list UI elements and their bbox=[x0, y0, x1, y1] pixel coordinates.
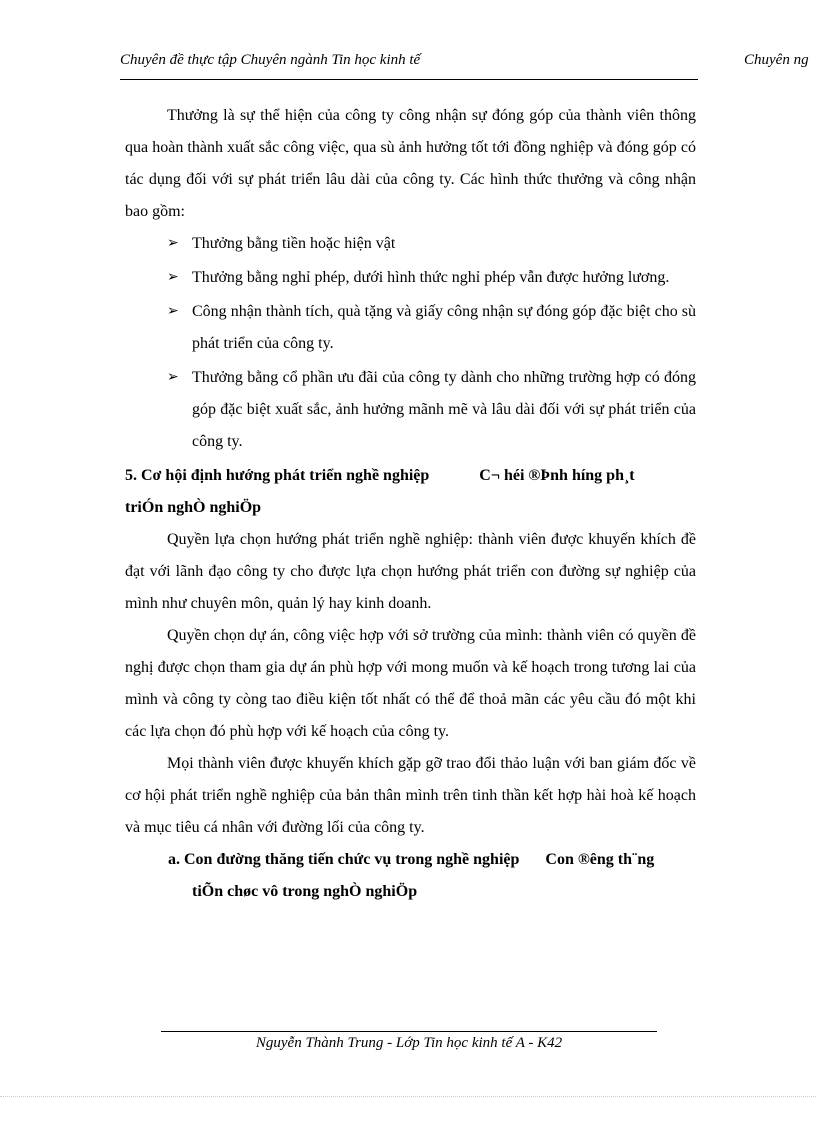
paragraph: Quyền chọn dự án, công việc hợp với sở trường của mình: thành viên có quyền đề nghị được chọn tham gia dự án phù hợp với mong muốn và kế hoạch trong tương lai của mình và công ty còng tao điều kiện tốt nhất có thể để thoả mãn các yêu cầu đó một khi các lựa chọn đó phù hợp với kế hoạch của công ty. bbox=[125, 627, 696, 740]
page-body bbox=[125, 100, 696, 908]
list-item: ➢ Thưởng bằng cổ phần ưu đãi của công ty dành cho những trường hợp có đóng góp đặc biệt xuất sắc, ảnh hưởng mãnh mẽ và lâu dài đối với sự phát triển của công ty. bbox=[125, 362, 696, 458]
subsection-heading-garbled: Con ®êng th¨ng bbox=[545, 851, 655, 868]
page-bottom-dotted-line bbox=[0, 1096, 816, 1097]
section-heading-garbled: C¬ héi ®Þnh híng ph¸t bbox=[479, 467, 635, 484]
running-header-clipped: Chuyên ng bbox=[744, 52, 809, 68]
subsection-heading-a: a. Con đường thăng tiến chức vụ trong nghề nghiệp Con ®êng th¨ng tiÕn chøc vô trong nghÒ nghiÖp bbox=[125, 844, 696, 908]
arrow-bullet-icon: ➢ bbox=[167, 304, 179, 319]
paragraph: Mọi thành viên được khuyến khích gặp gỡ trao đổi thảo luận với ban giám đốc về cơ hội phát triển nghề nghiệp của bản thân mình trên tinh thần kết hợp hài hoà kế hoạch và mục tiêu cá nhân với đường lối của công ty. bbox=[125, 755, 696, 836]
section-heading-5: 5. Cơ hội định hướng phát triển nghề nghiệp C¬ héi ®Þnh híng ph¸t triÓn nghÒ nghiÖp bbox=[125, 467, 635, 516]
list-item: ➢ Thưởng bằng nghỉ phép, dưới hình thức nghỉ phép vẫn được hưởng lương. bbox=[125, 262, 696, 294]
arrow-bullet-icon: ➢ bbox=[167, 370, 179, 385]
intro-paragraph: Thưởng là sự thể hiện của công ty công nhận sự đóng góp của thành viên thông qua hoàn thành xuất sắc công việc, qua sù ảnh hưởng tốt tới đồng nghiệp và đóng góp có tác dụng đối với sự phát triển lâu dài của công ty. Các hình thức thưởng và công nhận bao gồm: bbox=[125, 107, 696, 220]
footer-divider bbox=[161, 1031, 657, 1032]
list-item: ➢ Thưởng bằng tiền hoặc hiện vật bbox=[125, 228, 696, 260]
running-header: Chuyên đề thực tập Chuyên ngành Tin học kinh tế bbox=[120, 52, 421, 68]
subsection-heading-garbled-line2: tiÕn chøc vô trong nghÒ nghiÖp bbox=[192, 883, 418, 900]
arrow-bullet-icon: ➢ bbox=[167, 270, 179, 285]
paragraph: Quyền lựa chọn hướng phát triển nghề nghiệp: thành viên được khuyến khích đề đạt với lãnh đạo công ty cho được lựa chọn hướng phát triển con đường sự nghiệp của mình như chuyên môn, quản lý hay kinh doanh. bbox=[125, 531, 696, 612]
page-footer: Nguyễn Thành Trung - Lớp Tin học kinh tế A - K42 bbox=[255, 1035, 563, 1051]
list-item: ➢ Công nhận thành tích, quà tặng và giấy công nhận sự đóng góp đặc biệt cho sù phát triển của công ty. bbox=[125, 296, 696, 360]
section-heading-garbled-line2: triÓn nghÒ nghiÖp bbox=[125, 499, 262, 516]
header-divider bbox=[120, 79, 698, 80]
arrow-bullet-icon: ➢ bbox=[167, 236, 179, 251]
reward-list bbox=[125, 228, 696, 458]
